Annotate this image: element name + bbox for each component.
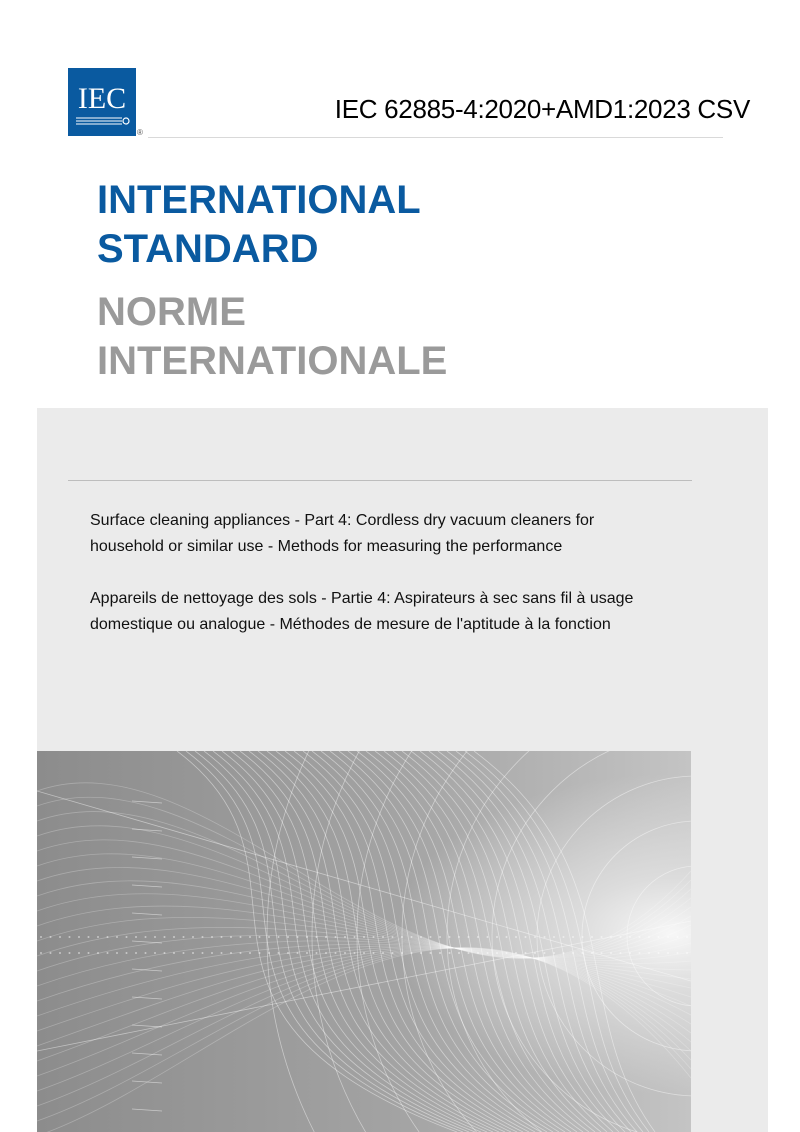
registered-mark: ® bbox=[137, 128, 143, 137]
desc-en-line1: Surface cleaning appliances - Part 4: Cordless dry vacuum cleaners for bbox=[90, 512, 595, 529]
title-english bbox=[97, 176, 421, 274]
desc-en-line2: household or similar use - Methods for measuring the performance bbox=[90, 538, 563, 555]
description-french bbox=[90, 586, 690, 638]
title-french bbox=[97, 288, 447, 386]
desc-fr-line1: Appareils de nettoyage des sols - Partie 4: Aspirateurs à sec sans fil à usage bbox=[90, 590, 634, 607]
title-fr-line1: NORME bbox=[97, 290, 246, 334]
logo-text: IEC bbox=[77, 82, 127, 115]
title-en-line1: INTERNATIONAL bbox=[97, 178, 421, 222]
panel-divider bbox=[68, 480, 692, 481]
abstract-curves-artwork bbox=[37, 751, 691, 1132]
title-fr-line2: INTERNATIONALE bbox=[97, 339, 448, 383]
desc-fr-line2: domestique ou analogue - Méthodes de mesure de l'aptitude à la fonction bbox=[90, 616, 611, 633]
iec-logo bbox=[68, 68, 136, 136]
document-id: IEC 62885-4:2020+AMD1:2023 CSV bbox=[334, 94, 750, 124]
title-en-line2: STANDARD bbox=[97, 227, 319, 271]
header-divider bbox=[148, 137, 723, 138]
description-english bbox=[90, 508, 690, 560]
